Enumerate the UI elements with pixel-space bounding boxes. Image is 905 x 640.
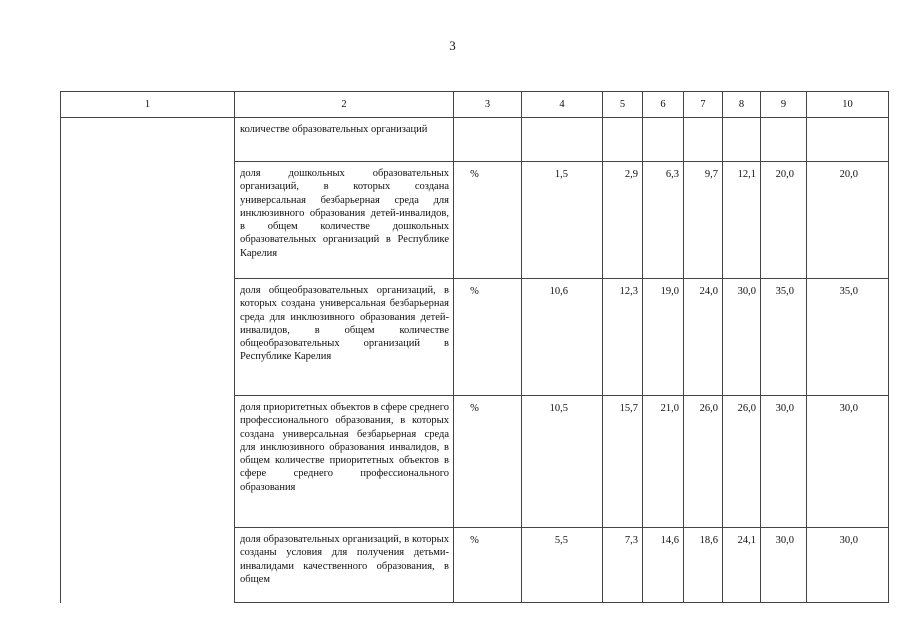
value-cell: 30,0: [761, 396, 807, 528]
value-cell: 26,0: [684, 396, 723, 528]
header-cell: 1: [61, 92, 235, 118]
header-cell: 4: [522, 92, 603, 118]
value-cell: [684, 118, 723, 162]
header-cell: 9: [761, 92, 807, 118]
value-cell: 10,5: [522, 396, 603, 528]
value-cell: 12,3: [603, 279, 643, 396]
value-cell: 14,6: [643, 528, 684, 603]
value-cell: 35,0: [807, 279, 889, 396]
header-cell: 10: [807, 92, 889, 118]
value-cell: 10,6: [522, 279, 603, 396]
indicator-name-cell: доля приоритетных объектов в сфере среднего профессионального образования, в которых создана универсальная безбарьерная среда для инклюзивного образования инвалидов, в общем количестве приоритетных объектов в сфере среднего профессионального образования: [235, 396, 454, 528]
indicator-name-cell: доля образовательных организаций, в которых созданы условия для получения детьми-инвалидами качественного образования, в общем: [235, 528, 454, 603]
header-cell: 2: [235, 92, 454, 118]
value-cell: [603, 118, 643, 162]
value-cell: 6,3: [643, 162, 684, 279]
value-cell: 9,7: [684, 162, 723, 279]
indicators-table: [60, 91, 889, 603]
value-cell: 12,1: [723, 162, 761, 279]
value-cell: 30,0: [807, 528, 889, 603]
value-cell: 20,0: [807, 162, 889, 279]
value-cell: 15,7: [603, 396, 643, 528]
value-cell: 35,0: [761, 279, 807, 396]
value-cell: 30,0: [761, 528, 807, 603]
unit-cell: [454, 118, 522, 162]
value-cell: 21,0: [643, 396, 684, 528]
table-header-row: [61, 92, 889, 118]
table-row: [61, 118, 889, 162]
unit-cell: %: [454, 396, 522, 528]
value-cell: 1,5: [522, 162, 603, 279]
value-cell: [723, 118, 761, 162]
value-cell: 20,0: [761, 162, 807, 279]
value-cell: 30,0: [807, 396, 889, 528]
value-cell: 30,0: [723, 279, 761, 396]
value-cell: [807, 118, 889, 162]
value-cell: 18,6: [684, 528, 723, 603]
value-cell: [761, 118, 807, 162]
value-cell: 24,1: [723, 528, 761, 603]
value-cell: 5,5: [522, 528, 603, 603]
indicator-name-cell: доля дошкольных образовательных организаций, в которых создана универсальная безбарьерная среда для инклюзивного образования детей-инвалидов, в общем количестве дошкольных образовательных организаций в Республике Карелия: [235, 162, 454, 279]
header-cell: 5: [603, 92, 643, 118]
value-cell: 2,9: [603, 162, 643, 279]
merged-empty-cell: [61, 118, 235, 603]
value-cell: 7,3: [603, 528, 643, 603]
header-cell: 6: [643, 92, 684, 118]
value-cell: 24,0: [684, 279, 723, 396]
value-cell: 26,0: [723, 396, 761, 528]
header-cell: 7: [684, 92, 723, 118]
value-cell: [522, 118, 603, 162]
indicator-name-cell: количестве образовательных организаций: [235, 118, 454, 162]
page-number: 3: [449, 38, 456, 53]
value-cell: 19,0: [643, 279, 684, 396]
unit-cell: %: [454, 528, 522, 603]
unit-cell: %: [454, 162, 522, 279]
value-cell: [643, 118, 684, 162]
header-cell: 3: [454, 92, 522, 118]
header-cell: 8: [723, 92, 761, 118]
indicator-name-cell: доля общеобразовательных организаций, в которых создана универсальная безбарьерная среда для инклюзивного образования детей-инвалидов, в общем количестве общеобразовательных организаций в Республике Карелия: [235, 279, 454, 396]
unit-cell: %: [454, 279, 522, 396]
